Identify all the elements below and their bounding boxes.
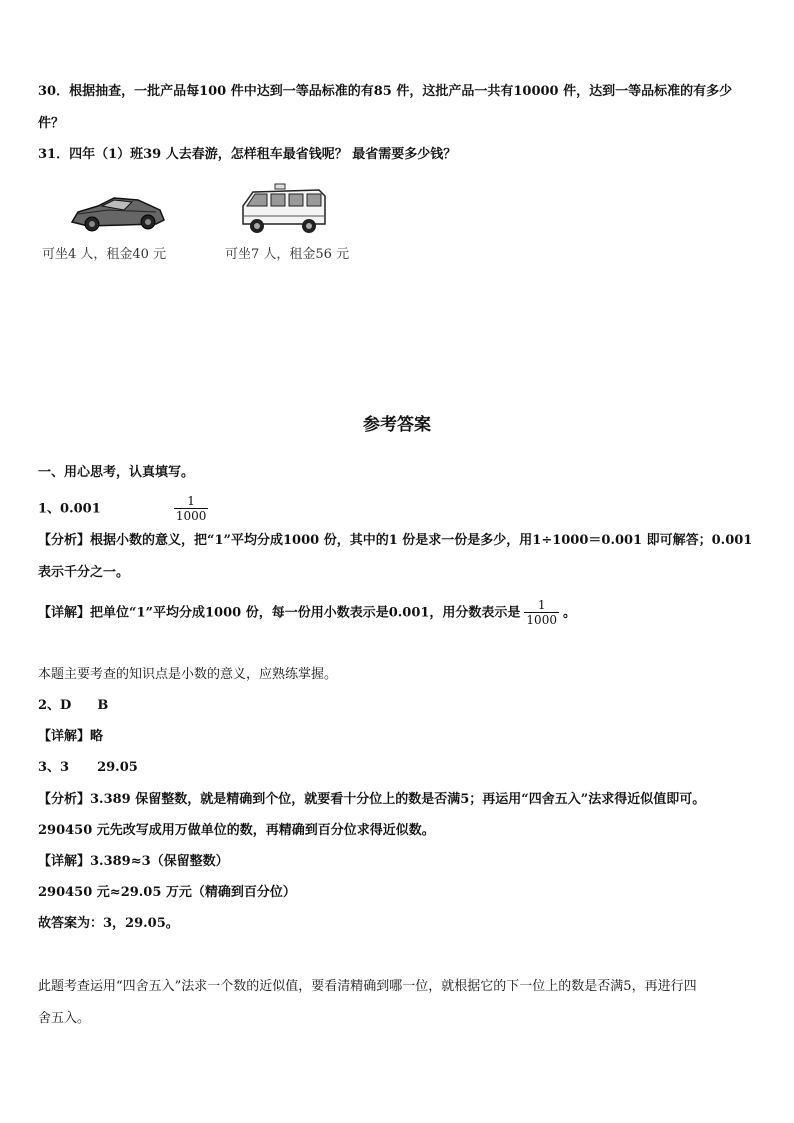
- fraction-numerator: 1: [187, 494, 195, 508]
- answer-3-detail-line2: 290450 元≈29.05 万元（精确到百分位）: [38, 885, 296, 900]
- answer-3-label: 3、3: [38, 760, 70, 775]
- car2-caption: 可坐7 人，租金56 元: [225, 247, 350, 262]
- question-30-line2: 件？: [38, 116, 65, 131]
- fraction-numerator: 1: [537, 598, 546, 612]
- answer-2-detail: 【详解】略: [38, 729, 104, 744]
- sports-car-image: [68, 188, 168, 236]
- answer-1-summary: 本题主要考查的知识点是小数的意义，应熟练掌握。: [38, 667, 338, 682]
- question-31-text: 31．四年（1）班39 人去春游，怎样租车最省钱呢？ 最省需要多少钱？: [38, 147, 457, 162]
- answer-1-label: 1、0.001: [38, 501, 101, 517]
- answer-2-row: [38, 697, 108, 715]
- answer-3-summary-line1: 此题考查运用“四舍五入”法求一个数的近似值，要看清精确到哪一位，就根据它的下一位上的数是否满5，再进行四: [38, 979, 697, 994]
- answer-3-analysis-line1: 【分析】3.389 保留整数，就是精确到个位，就要看十分位上的数是否满5；再运用“四舍五入”法求得近似值即可。: [38, 792, 706, 807]
- answer-1-analysis-line1: 【分析】根据小数的意义，把“1”平均分成1000 份，其中的1 份是求一份是多少，用1÷1000＝0.001 即可解答；0.001: [38, 533, 753, 548]
- answer-1-analysis-line2: 表示千分之一。: [38, 565, 130, 580]
- answer-1-detail-fraction: [524, 598, 559, 628]
- answer-3-detail-line1: 【详解】3.389≈3（保留整数）: [38, 854, 229, 869]
- answer-2-second: B: [97, 698, 109, 713]
- answer-1-detail-text: 【详解】把单位“1”平均分成1000 份，每一份用小数表示是0.001，用分数表示是: [38, 605, 521, 621]
- answer-key-title: 参考答案: [363, 415, 431, 435]
- answer-1-detail: [38, 598, 576, 628]
- answer-3-row: [38, 759, 138, 777]
- answer-1-detail-end: 。: [562, 605, 576, 621]
- answer-3-second: 29.05: [97, 760, 138, 775]
- answer-1-row: [38, 494, 212, 524]
- fraction-denominator: 1000: [175, 509, 207, 523]
- car1-caption: 可坐4 人，租金40 元: [42, 247, 167, 262]
- fraction-denominator: 1000: [526, 613, 557, 627]
- van-image: [237, 182, 329, 238]
- question-30-line1: 30．根据抽查，一批产品每100 件中达到一等品标准的有85 件，这批产品一共有10000 件，达到一等品标准的有多少: [38, 84, 733, 99]
- answer-2-label: 2、D: [38, 698, 72, 713]
- answer-1-fraction: [174, 494, 209, 524]
- answer-3-summary-line2: 舍五入。: [38, 1011, 91, 1026]
- answer-3-analysis-line2: 290450 元先改写成用万做单位的数，再精确到百分位求得近似数。: [38, 823, 435, 838]
- section-1-heading: 一、用心思考，认真填写。: [38, 465, 195, 480]
- answer-3-detail-line3: 故答案为：3，29.05。: [38, 916, 179, 931]
